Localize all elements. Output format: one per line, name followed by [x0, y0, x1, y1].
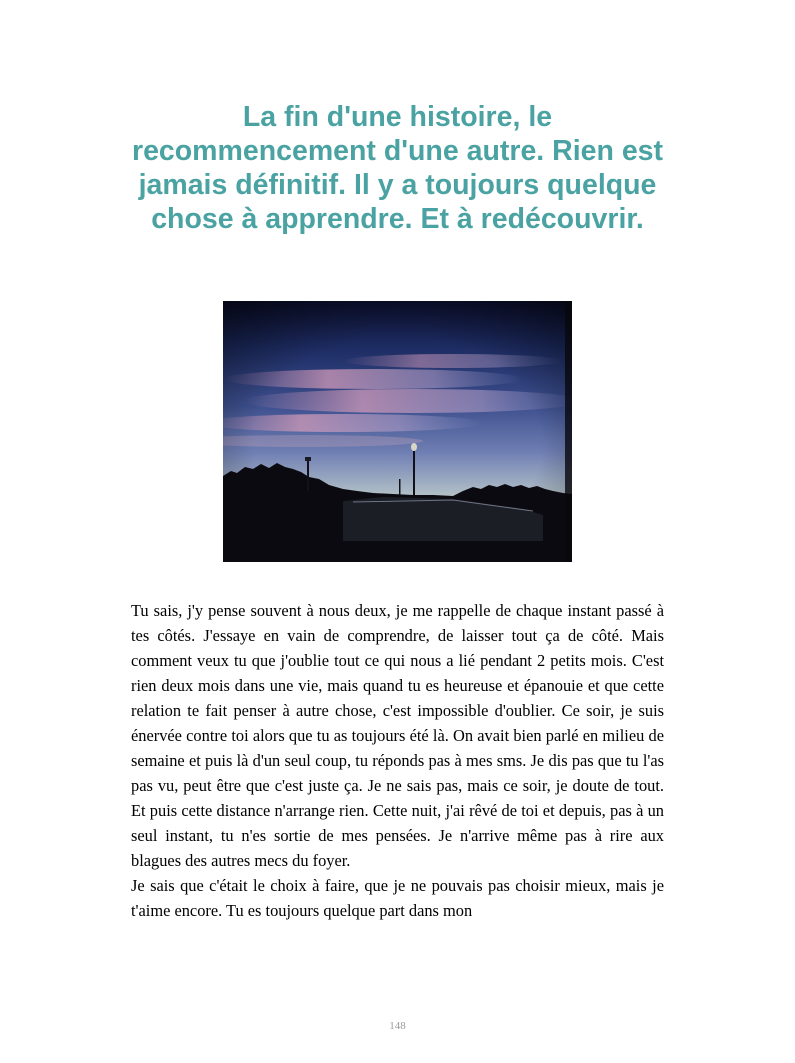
paragraph: Tu sais, j'y pense souvent à nous deux, je me rappelle de chaque instant passé à tes côtés. J'essaye en vain de comprendre, de laisser tout ça de côté. Mais comment veux tu que j'oublie tout ce qui nous a lié pendant 2 petits mois. C'est rien deux mois dans une vie, mais quand tu es heureuse et épanouie et que cette relation te fait penser à autre chose, c'est impossible d'oublier. Ce soir, je suis énervée contre toi alors que tu as toujours été là. On avait bien parlé en milieu de semaine et puis là d'un seul coup, tu réponds pas à mes sms. Je dis pas que tu l'as pas vu, peut être que c'est juste ça. Je ne sais pas, mais ce soir, je doute de tout. Et puis cette distance n'arrange rien. Cette nuit, j'ai rêvé de toi et depuis, pas à un seul instant, tu n'es sortie de mes pensées. Je n'arrive même pas à rire aux blagues des autres mecs du foyer. [131, 601, 664, 870]
paragraph: Je sais que c'était le choix à faire, que je ne pouvais pas choisir mieux, mais je t'aime encore. Tu es toujours quelque part dans mon [131, 876, 664, 920]
sunset-photo [223, 301, 572, 562]
page-title: La fin d'une histoire, le recommencement d'une autre. Rien est jamais définitif. Il y a toujours quelque chose à apprendre. Et à redécouvrir. [131, 101, 664, 235]
body-text [131, 598, 664, 923]
page-number: 148 [389, 1020, 406, 1032]
